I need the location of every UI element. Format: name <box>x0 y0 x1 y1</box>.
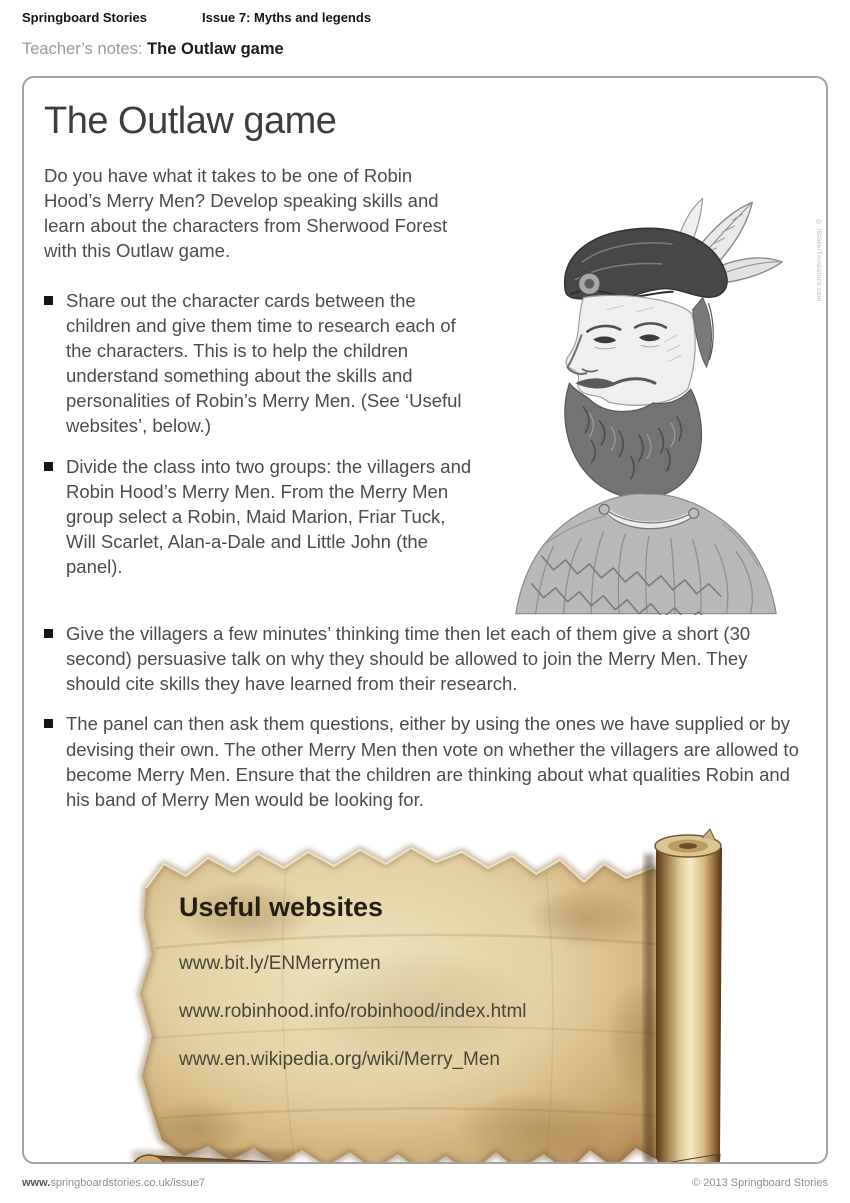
square-bullet-icon <box>44 719 53 728</box>
footer-url-prefix: www. <box>22 1177 51 1189</box>
website-link[interactable]: www.en.wikipedia.org/wiki/Merry_Men <box>179 1049 500 1071</box>
footer-url-rest: springboardstories.co.uk/issue7 <box>50 1177 206 1189</box>
bullet-item <box>44 288 474 439</box>
issue-label: Issue 7: Myths and legends <box>202 10 372 25</box>
intro-paragraph: Do you have what it takes to be one of Robin Hood’s Merry Men? Develop speaking skills and learn about the characters from Sherwood Forest with this Outlaw game. <box>44 165 448 262</box>
brand-name: Springboard Stories <box>22 10 147 25</box>
bullet-item <box>44 621 806 696</box>
page-header <box>0 0 850 59</box>
notes-label: Teacher’s notes: <box>22 40 148 58</box>
masthead <box>22 10 828 25</box>
robin-hood-engraving-icon <box>488 191 806 615</box>
square-bullet-icon <box>44 629 53 638</box>
bullet-text: Divide the class into two groups: the villagers and Robin Hood’s Merry Men. From the Merry Men group select a Robin, Maid Marion, Friar Tuck, Will Scarlet, Alan-a-Dale and Little John (the panel). <box>66 455 472 578</box>
page-title: The Outlaw game <box>44 100 337 142</box>
content-box <box>22 76 828 1164</box>
useful-websites-heading: Useful websites <box>179 892 384 923</box>
image-credit: © iStock/Thinkstock.com <box>815 219 822 302</box>
subtitle-row <box>22 40 828 59</box>
footer-copyright: © 2013 Springboard Stories <box>692 1177 828 1189</box>
square-bullet-icon <box>44 296 53 305</box>
parchment-scroll <box>116 828 728 1164</box>
scroll-text-block <box>179 892 527 1097</box>
notes-title: The Outlaw game <box>147 40 284 58</box>
robin-hood-portrait <box>488 191 822 615</box>
website-link[interactable]: www.bit.ly/ENMerrymen <box>179 953 381 975</box>
bullet-text: Give the villagers a few minutes’ thinking time then let each of them give a short (30 second) persuasive talk on why they should be allowed to join the Merry Men. They should cite skills they have learned from their research. <box>66 623 751 695</box>
bullet-item <box>44 454 474 580</box>
footer-url[interactable] <box>22 1177 205 1189</box>
bullet-text: The panel can then ask them questions, either by using the ones we have supplied or by devising their own. The other Merry Men then vote on whether the villagers are allowed to become Merry Men. Ensure that the children are thinking about what qualities Robin and his band of Merry Men would be looking for. <box>66 713 799 810</box>
website-link[interactable]: www.robinhood.info/robinhood/index.html <box>179 1001 527 1023</box>
bullet-item <box>44 711 806 812</box>
page-footer <box>22 1177 828 1189</box>
bullet-text: Share out the character cards between the children and give them time to research each of the characters. This is to help the children understand something about the skills and personalities of Robin’s Merry Men. (See ‘Useful websites’, below.) <box>66 289 462 437</box>
square-bullet-icon <box>44 462 53 471</box>
